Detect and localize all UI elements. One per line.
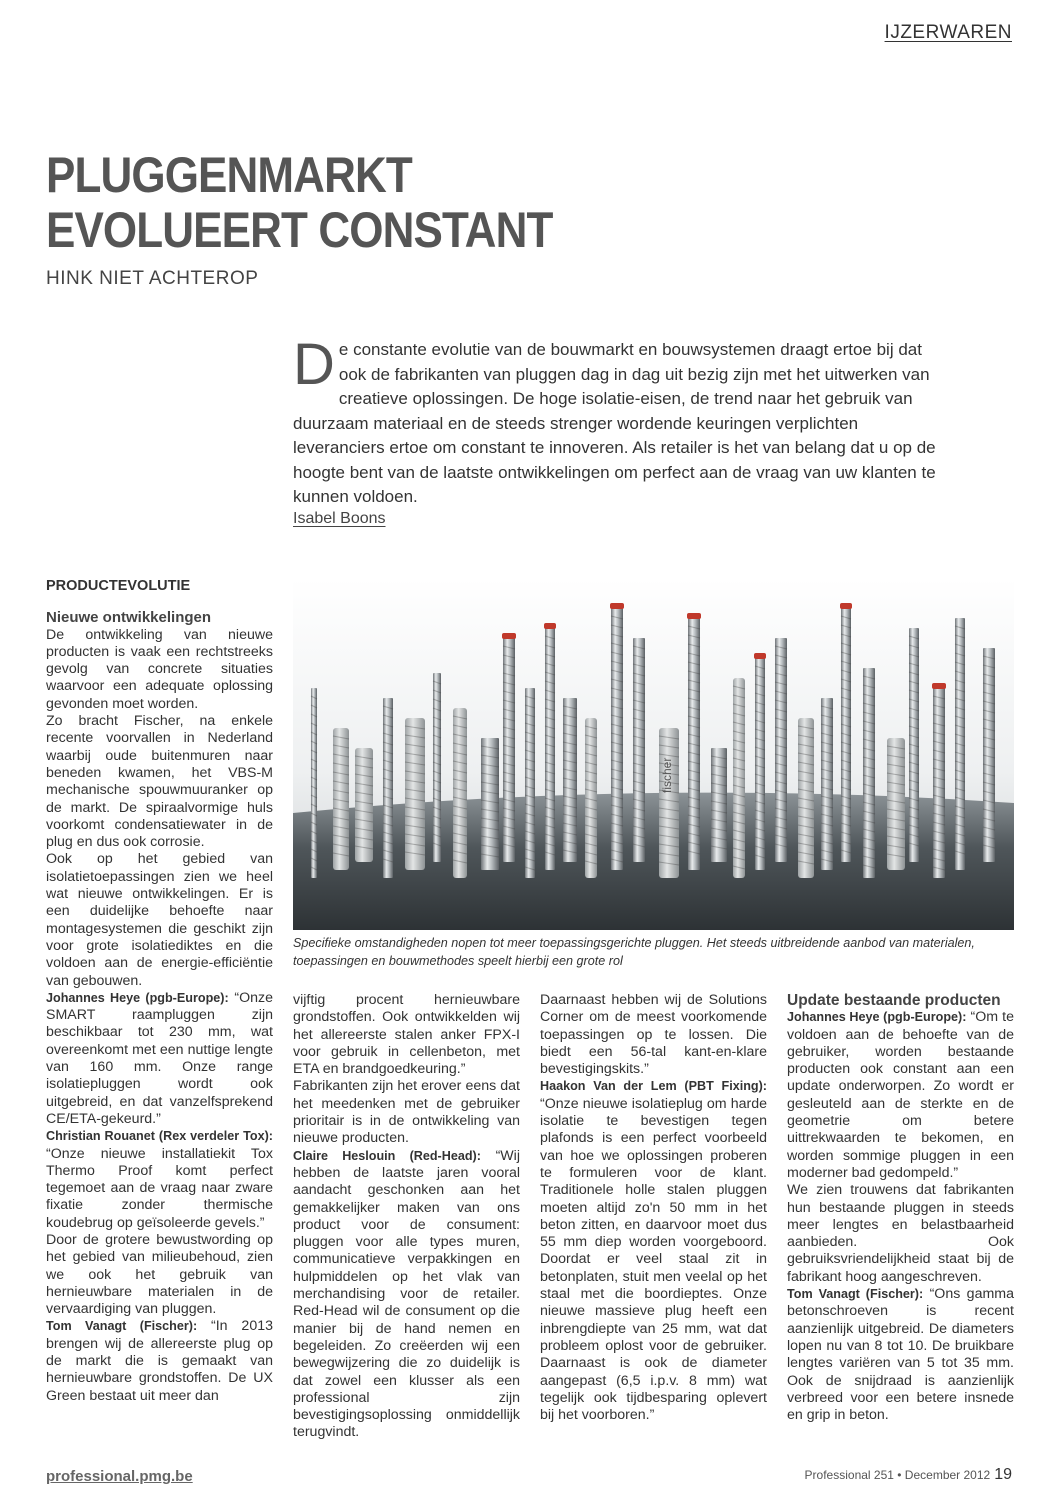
- article-author: Isabel Boons: [293, 510, 386, 527]
- quote-text: “Onze nieuwe isolatieplug om harde isolatie te bevestigen tegen plafonds is een perfect voorbeeld van hoe we oplossingen proberen te formuleren voor de klant. Traditionele holle stalen pluggen moeten altijd zo'n 50 mm in het beton zitten, en daarvoor moet dus 55 mm diep worden voorgeboord. Doordat er veel staal zit in betonplaten, stuit men veelal op het staal met die boordieptes. Onze nieuwe massieve plug heeft een inbrengdiepte van 25 mm, wat dat probleem oplost voor de gebruiker. Daarnaast is ook de diameter aangepast (6,5 i.p.v. 8 mm) wat tegelijk ook tijdbesparing oplevert bij het voorboren.”: [540, 1095, 767, 1424]
- quote-speaker: Tom Vanagt (Fischer):: [46, 1319, 198, 1334]
- quote-speaker: Christian Rouanet (Rex verdeler Tox):: [46, 1129, 273, 1144]
- quote: [293, 1148, 520, 1442]
- plastic-plug: [405, 718, 425, 870]
- photo-caption: Specifieke omstandigheden nopen tot meer toepassingsgerichte pluggen. Het steeds uitbreidende aanbod van materialen, toepassingen en bouwmethodes speelt hierbij een grote rol: [293, 936, 975, 968]
- red-cap: [502, 633, 516, 639]
- paragraph: Ook op het gebied van isolatietoepassingen zien we heel wat nieuwe ontwikkelingen. Er is een duidelijke behoefte naar montagesystemen die geschikt zijn voor grote isolatiediktes en die voldoen aan de energie-efficiëntie van gebouwen.: [46, 851, 273, 989]
- red-cap: [932, 683, 946, 689]
- title-line-2: EVOLUEERT CONSTANT: [46, 202, 553, 258]
- column-4: [787, 992, 1014, 1424]
- metal-anchor: [611, 608, 623, 870]
- paragraph: De ontwikkeling van nieuwe producten is vaak een rechtstreeks gevolg van concrete situaties waarvoor een adequate oplossing gevonden moet worden.: [46, 626, 273, 712]
- quote-speaker: Haakon Van der Lem (PBT Fixing):: [540, 1079, 767, 1094]
- paragraph: We zien trouwens dat fabrikanten hun bestaande pluggen in steeds meer lengtes en belastbaarheid aanbieden. Ook gebruiksvriendelijkheid staat bij de fabrikant hoog aangeschreven.: [787, 1182, 1014, 1285]
- plugs-illustration: [293, 578, 1014, 930]
- quote-speaker: Tom Vanagt (Fischer):: [787, 1287, 924, 1302]
- red-cap: [544, 623, 556, 629]
- quote-text: “Onze SMART raampluggen zijn beschikbaar tot 230 mm, wat overeenkomt met een nuttige lengte van 160 mm. Onze range isolatiepluggen wordt ook uitgebreid, en dat vanzelfsprekend CE/ETA-gekeurd.”: [46, 989, 273, 1127]
- page-number: 19: [994, 1466, 1012, 1483]
- title-line-1: PLUGGENMARKT: [46, 147, 412, 203]
- quote-text: “In 2013 brengen wij de allereerste plug op de markt die is gemaakt van hernieuwbare grondstoffen. De UX Green bestaat uit meer dan: [46, 1318, 273, 1404]
- footer-issue: [805, 1466, 1012, 1484]
- quote-speaker: Johannes Heye (pgb-Europe):: [46, 990, 229, 1005]
- quote: [46, 1318, 273, 1404]
- article-title: [46, 148, 552, 258]
- issue-info: Professional 251 • December 2012: [804, 1468, 991, 1482]
- paragraph: Zo bracht Fischer, na enkele recente voorvallen in Nederland waarbij oude buitenmuren naar beneden kwamen, het VBS-M mechanische spouwmuuranker op de markt. De spiraalvormige huls voorkomt condensatiewater in de plug en dus ook corrosie.: [46, 713, 273, 851]
- quote-speaker: Johannes Heye (pgb-Europe):: [787, 1010, 967, 1025]
- quote: [46, 1128, 273, 1232]
- quote: [787, 1009, 1014, 1182]
- column-3: [540, 992, 767, 1424]
- quote-speaker: Claire Heslouin (Red-Head):: [293, 1148, 481, 1163]
- quote-text: “Onze nieuwe installatiekit Tox Thermo Proof komt perfect tegemoet aan de vraag naar zware fixatie zonder thermische koudebrug op geïsoleerde gevels.”: [46, 1145, 273, 1231]
- column-1: [46, 578, 273, 1405]
- quote-text: “Om te voldoen aan de behoefte van de gebruiker, worden bestaande producten ook constant aan een update onderworpen. Zo wordt er gesleuteld aan de sterkte en de geometrie om betere uittrekwaarden te bekomen, en worden sommige pluggen in een moderner bad gedompeld.”: [787, 1009, 1014, 1181]
- fischer-label: fischer: [660, 757, 674, 793]
- paragraph: Door de grotere bewustwording op het gebied van milieubehoud, zien we ook het gebruik van hernieuwbare materialen in de vervaardiging van pluggen.: [46, 1231, 273, 1318]
- section-heading: PRODUCTEVOLUTIE: [46, 578, 191, 594]
- paragraph: vijftig procent hernieuwbare grondstoffen. Ook ontwikkelden wij het allereerste stalen anker FPX-I voor gebruik in cellenbeton, met ETA en brandgoedkeuring.”: [293, 992, 520, 1078]
- intro-dropcap: D: [293, 332, 335, 397]
- section-label: IJZERWAREN: [884, 22, 1012, 43]
- red-cap: [610, 603, 624, 609]
- article-subtitle: HINK NIET ACHTEROP: [46, 268, 259, 289]
- quote-text: “Ons gamma betonschroeven is recent aanzienlijk uitgebreid. De diameters lopen nu van 8 tot 10. De bruikbare lengtes variëren van 5 tot 35 mm. Ook de snijdraad is aanzienlijk verbreed voor een betere insnede en grip in beton.: [787, 1286, 1014, 1424]
- red-cap: [687, 613, 701, 619]
- footer-website-link[interactable]: professional.pmg.be: [46, 1468, 193, 1485]
- metal-anchor: [863, 668, 875, 878]
- red-cap: [840, 603, 852, 609]
- metal-anchor: [821, 698, 833, 870]
- subheading-new-developments: Nieuwe ontwikkelingen: [46, 609, 212, 627]
- subheading-update-products: Update bestaande producten: [787, 992, 1001, 1009]
- quote: [46, 990, 273, 1128]
- quote: [540, 1078, 767, 1424]
- red-cap: [754, 653, 766, 659]
- column-2: [293, 992, 520, 1442]
- intro-text: e constante evolutie van de bouwmarkt en bouwsystemen draagt ertoe bij dat ook de fabrikanten van pluggen dag in dag uit bezig zijn met het uitwerken van creatieve oplossingen. De hoge isolatie-eisen, de trend naar het gebruik van duurzaam materiaal en de steeds strenger wordende keuringen verplichten leveranciers ertoe om constant te innoveren. Als retailer is het van belang dat u op de hoogte bent van de laatste ontwikkelingen om perfect aan de vraag van uw klanten te kunnen voldoen.: [293, 340, 936, 506]
- quote-text: “Wij hebben de laatste jaren vooral aandacht geschonken aan het gemakkelijker maken van ons product voor de consument: pluggen voor alle types muren, communicatieve verpakkingen en hulpmiddelen op het vlak van merchandising voor de retailer. Red-Head wil de consument op die manier bij de hand nemen en begeleiden. Zo creëerden wij een bewegwijzering die zo duidelijk is dat zowel een klusser als een professional zijn bevestigingsoplossing onmiddellijk terugvindt.: [293, 1147, 520, 1441]
- product-photo: [293, 578, 1014, 930]
- quote: [787, 1286, 1014, 1424]
- paragraph: Fabrikanten zijn het erover eens dat het meedenken met de gebruiker prioritair is in de ontwikkeling van nieuwe producten.: [293, 1078, 520, 1147]
- paragraph: Daarnaast hebben wij de Solutions Corner om de meest voorkomende toepassingen op te lossen. Die biedt een 56-tal kant-en-klare bevestigingskits.”: [540, 992, 767, 1078]
- article-intro: [293, 332, 943, 510]
